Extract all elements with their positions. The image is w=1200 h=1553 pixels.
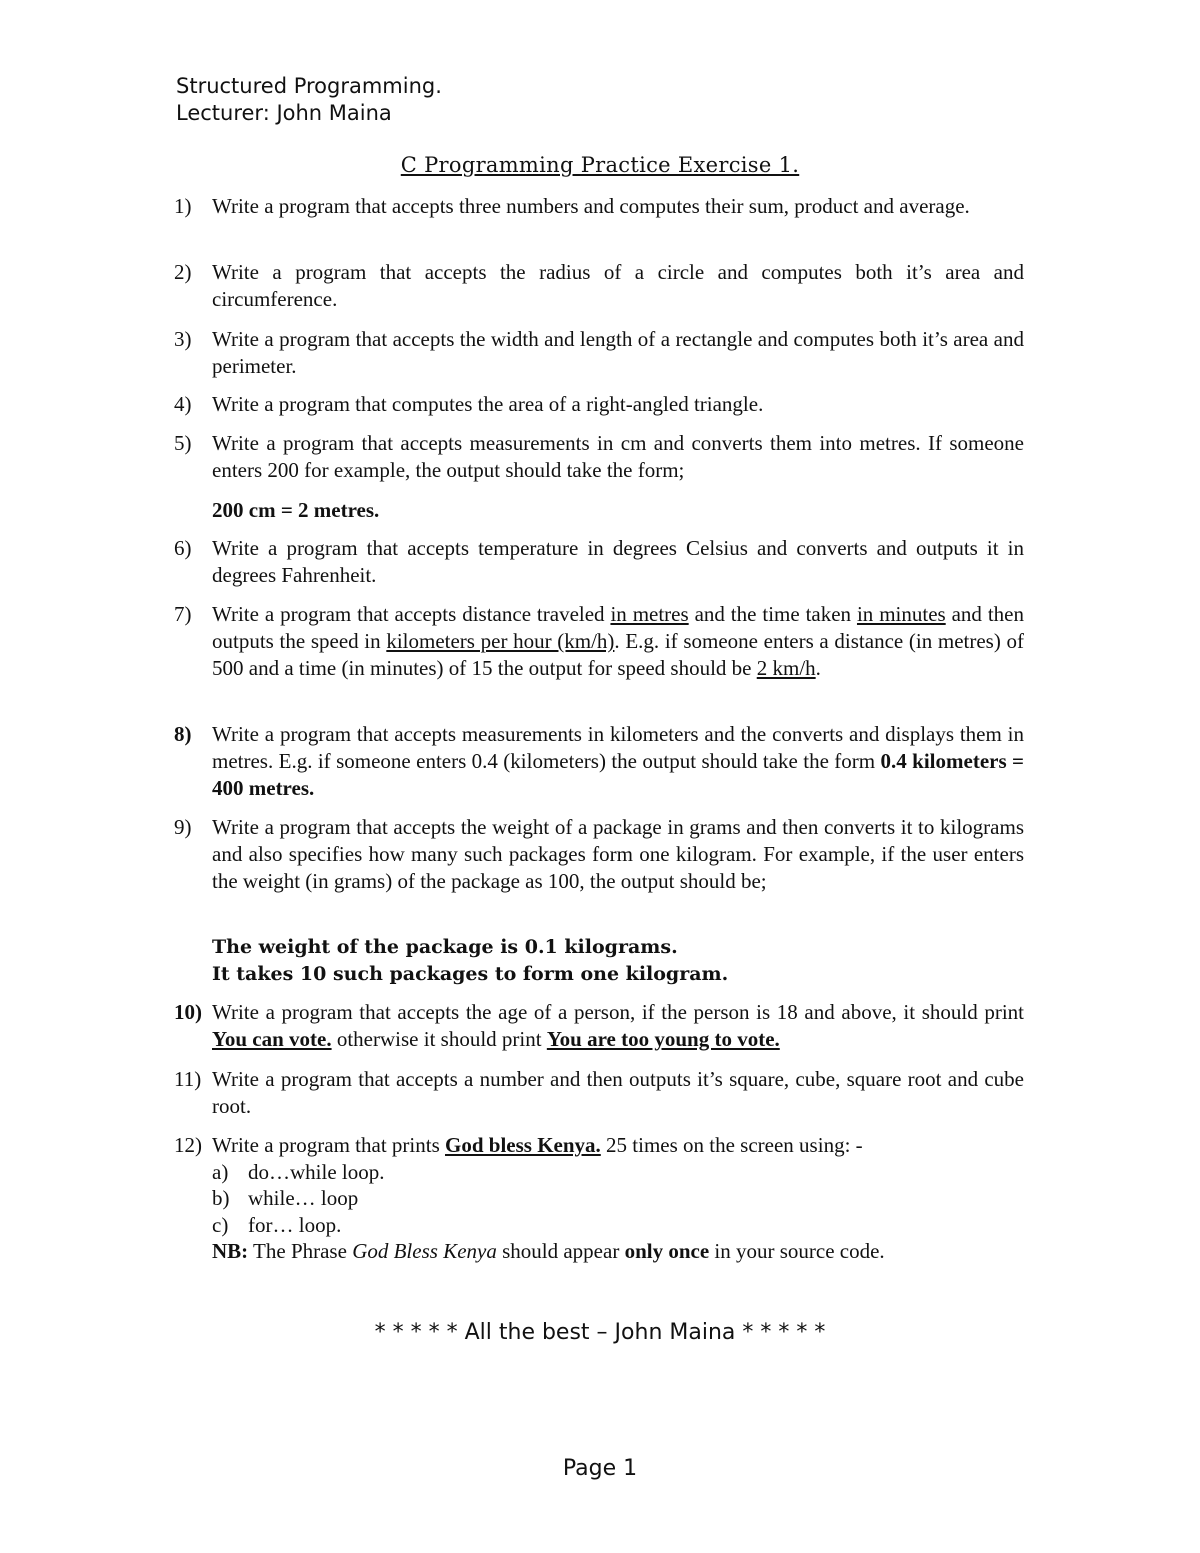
lecturer-name: Lecturer: John Maina (176, 101, 392, 125)
loop-option-c: c) for… loop. (212, 1213, 342, 1237)
exercise-number: 8) (174, 722, 192, 746)
exercise-number: 3) (174, 327, 192, 351)
exercise-number: 10) (174, 1000, 202, 1024)
exercise-text: Write a program that accepts measurements in cm and converts them into metres. If someone enters 200 for example, the output should take the form; (212, 431, 1024, 482)
exercise-text: Write a program that accepts three numbers and computes their sum, product and average. (212, 194, 970, 218)
exercise-number: 9) (174, 815, 192, 839)
exercise-12 (174, 1132, 1024, 1159)
exercise-1 (174, 193, 1024, 220)
exercise-number: 4) (174, 392, 192, 416)
exercise-11 (174, 1066, 1024, 1120)
exercise-text: Write a program that accepts the weight of a package in grams and then converts it to kilograms and also specifies how many such packages form one kilogram. For example, if the user enters the weight (in grams) of the package as 100, the output should be; (212, 815, 1024, 893)
exercise-4 (174, 391, 1024, 418)
exercise-3 (174, 326, 1024, 380)
exercise-number: 11) (174, 1067, 202, 1091)
exercise-number: 12) (174, 1133, 202, 1157)
exercise-text: Write a program that accepts measurements in kilometers and the converts and displays them in metres. E.g. if someone enters 0.4 (kilometers) the output should take the form 0.4 kilometers = 400 metres. (212, 722, 1024, 800)
exercise-text: Write a program that accepts the age of a person, if the person is 18 and above, it should print You can vote. otherwise it should print You are too young to vote. (212, 1000, 1024, 1051)
exercise-7 (174, 601, 1024, 682)
exercise-2 (174, 259, 1024, 313)
exercise-5 (174, 430, 1024, 484)
exercise-text: Write a program that computes the area of a right-angled triangle. (212, 392, 764, 416)
example-output-line-1: The weight of the package is 0.1 kilograms. (212, 936, 678, 958)
exercise-number: 6) (174, 536, 192, 560)
page-number: Page 1 (562, 1456, 638, 1481)
closing-line: * * * * * All the best – John Maina * * * * * (374, 1320, 826, 1345)
note: NB: The Phrase God Bless Kenya should appear only once in your source code. (212, 1239, 885, 1263)
exercise-text: Write a program that accepts a number and then outputs it’s square, cube, square root and cube root. (212, 1067, 1024, 1118)
exercise-9 (174, 814, 1024, 895)
exercise-number: 1) (174, 194, 192, 218)
exercise-text: Write a program that accepts the radius of a circle and computes both it’s area and circumference. (212, 260, 1024, 311)
exercise-text: Write a program that prints God bless Kenya. 25 times on the screen using: - (212, 1133, 863, 1157)
exercise-8 (174, 721, 1024, 802)
exercise-text: Write a program that accepts distance traveled in metres and the time taken in minutes and then outputs the speed in kilometers per hour (km/h). E.g. if someone enters a distance (in metres) of 500 and a time (in minutes) of 15 the output for speed should be 2 km/h. (212, 602, 1024, 680)
example-output-line-2: It takes 10 such packages to form one kilogram. (212, 963, 729, 985)
exercise-number: 5) (174, 431, 192, 455)
exercise-number: 7) (174, 602, 192, 626)
exercise-10 (174, 999, 1024, 1053)
loop-option-b: b) while… loop (212, 1186, 359, 1210)
exercise-title: C Programming Practice Exercise 1. (400, 153, 800, 177)
example-output: 200 cm = 2 metres. (212, 498, 380, 522)
exercise-6 (174, 535, 1024, 589)
exercise-text: Write a program that accepts temperature in degrees Celsius and converts and outputs it in degrees Fahrenheit. (212, 536, 1024, 587)
course-title: Structured Programming. (176, 74, 442, 98)
loop-option-a: a) do…while loop. (212, 1160, 385, 1184)
exercise-text: Write a program that accepts the width and length of a rectangle and computes both it’s area and perimeter. (212, 327, 1024, 378)
exercise-number: 2) (174, 260, 192, 284)
